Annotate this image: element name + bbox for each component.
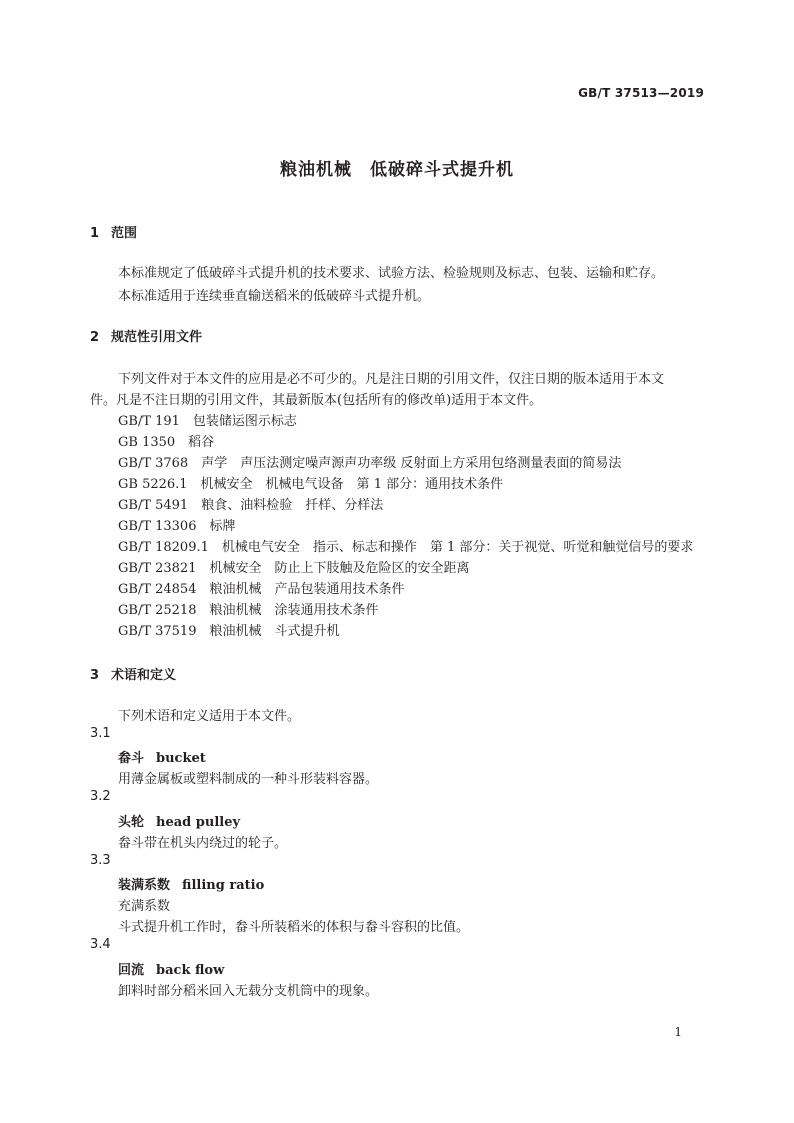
section-number: 3 xyxy=(90,668,100,683)
normative-reference: GB/T 18209.1 机械电气安全 指示、标志和操作 第 1 部分：关于视觉、听觉和触觉信号的要求 xyxy=(118,540,694,555)
normative-reference: GB/T 5491 粮食、油料检验 扦样、分样法 xyxy=(118,498,384,513)
term-heading xyxy=(118,811,240,830)
section-number: 2 xyxy=(90,330,100,345)
term-english: back flow xyxy=(156,963,225,978)
term-chinese: 回流 xyxy=(118,963,145,978)
paragraph: 下列术语和定义适用于本文件。 xyxy=(118,709,301,724)
term-number: 3.1 xyxy=(90,726,111,741)
term-chinese: 头轮 xyxy=(118,815,145,830)
term-english: filling ratio xyxy=(182,878,265,893)
term-english: head pulley xyxy=(156,815,241,830)
term-definition: 用薄金属板或塑料制成的一种斗形装料容器。 xyxy=(118,772,379,787)
term-chinese: 装满系数 xyxy=(118,878,171,893)
paragraph: 本标准适用于连续垂直输送稻米的低破碎斗式提升机。 xyxy=(118,289,431,304)
page-number: 1 xyxy=(674,1025,682,1039)
section-2-heading xyxy=(90,326,202,345)
paragraph: 本标准规定了低破碎斗式提升机的技术要求、试验方法、检验规则及标志、包装、运输和贮存。 xyxy=(118,266,665,281)
normative-reference: GB/T 13306 标牌 xyxy=(118,519,236,534)
paragraph: 下列文件对于本文件的应用是必不可少的。凡是注日期的引用文件，仅注日期的版本适用于本文 xyxy=(118,372,665,387)
term-number: 3.2 xyxy=(90,789,111,804)
section-number: 1 xyxy=(90,226,100,241)
normative-reference: GB 5226.1 机械安全 机械电气设备 第 1 部分：通用技术条件 xyxy=(118,477,504,492)
normative-reference: GB/T 24854 粮油机械 产品包装通用技术条件 xyxy=(118,582,405,597)
term-number: 3.3 xyxy=(90,853,111,868)
term-english: bucket xyxy=(156,751,206,766)
term-heading xyxy=(118,959,224,978)
term-definition: 畚斗带在机头内绕过的轮子。 xyxy=(118,836,288,851)
section-title: 规范性引用文件 xyxy=(111,330,203,345)
section-3-heading xyxy=(90,664,176,683)
term-number: 3.4 xyxy=(90,937,111,952)
normative-reference: GB/T 25218 粮油机械 涂装通用技术条件 xyxy=(118,603,379,618)
document-title: 粮油机械 低破碎斗式提升机 xyxy=(280,160,514,180)
term-definition: 卸料时部分稻米回入无载分支机筒中的现象。 xyxy=(118,984,379,999)
section-title: 术语和定义 xyxy=(111,668,177,683)
section-1-heading xyxy=(90,222,137,241)
standard-code: GB/T 37513—2019 xyxy=(578,86,704,100)
paragraph-continuation: 件。凡是不注日期的引用文件，其最新版本(包括所有的修改单)适用于本文件。 xyxy=(90,393,543,408)
term-definition: 斗式提升机工作时，畚斗所装稻米的体积与畚斗容积的比值。 xyxy=(118,920,470,935)
term-heading xyxy=(118,874,264,893)
normative-reference: GB/T 37519 粮油机械 斗式提升机 xyxy=(118,624,340,639)
section-title: 范围 xyxy=(111,226,138,241)
normative-reference: GB 1350 稻谷 xyxy=(118,435,215,450)
normative-reference: GB/T 23821 机械安全 防止上下肢触及危险区的安全距离 xyxy=(118,561,470,576)
normative-reference: GB/T 191 包装储运图示标志 xyxy=(118,414,297,429)
term-synonym: 充满系数 xyxy=(118,899,171,914)
normative-reference: GB/T 3768 声学 声压法测定噪声源声功率级 反射面上方采用包络测量表面的简易法 xyxy=(118,456,622,471)
term-chinese: 畚斗 xyxy=(118,751,145,766)
term-heading xyxy=(118,747,206,766)
